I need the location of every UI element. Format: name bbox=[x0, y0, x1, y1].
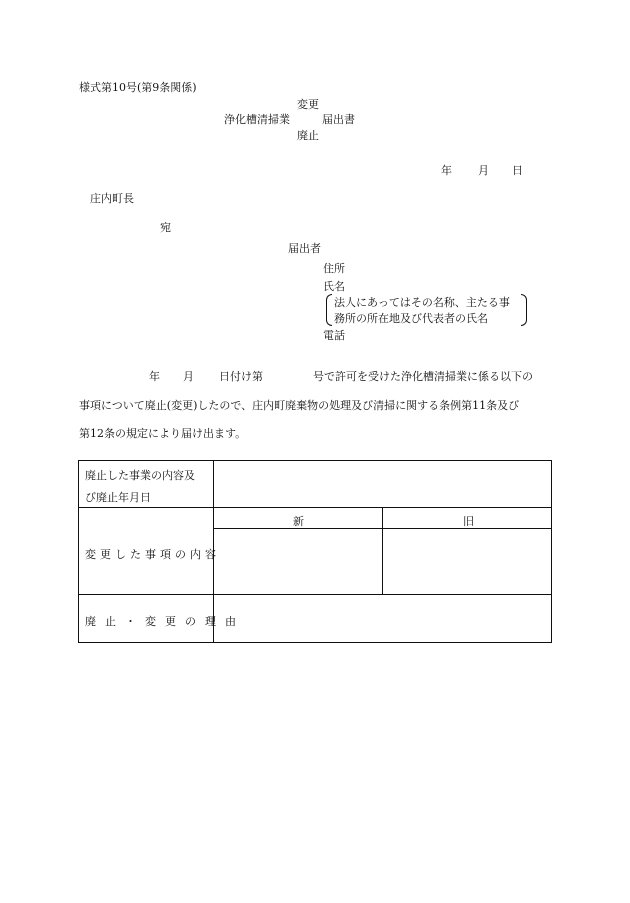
body-year: 年 bbox=[149, 370, 160, 383]
title-suffix: 届出書 bbox=[322, 113, 355, 126]
date-year: 年 bbox=[441, 164, 452, 177]
body-month: 月 bbox=[183, 370, 194, 383]
body-line2: 事項について廃止(変更)したので、庄内町廃棄物の処理及び清掃に関する条例第11条及び bbox=[79, 399, 520, 412]
body-day-no: 日付け第 bbox=[219, 370, 263, 383]
form-label: 様式第10号(第9条関係) bbox=[79, 81, 197, 94]
addressee: 庄内町長 bbox=[90, 192, 134, 205]
address-label: 住所 bbox=[323, 262, 345, 275]
row3-label: 廃止・変更の理由 bbox=[85, 615, 245, 628]
new-value-cell[interactable] bbox=[214, 529, 382, 594]
body-line1-rest: 号で許可を受けた浄化槽清掃業に係る以下の bbox=[313, 370, 533, 383]
row2-label: 変更した事項の内容 bbox=[85, 548, 220, 561]
col-new-header: 新 bbox=[293, 515, 304, 528]
row1-label-line1: 廃止した事業の内容及 bbox=[85, 469, 195, 482]
reason-value-cell[interactable] bbox=[214, 595, 551, 642]
note-bracket-left bbox=[326, 294, 332, 326]
applicant-heading: 届出者 bbox=[288, 242, 321, 255]
title-option-abolish: 廃止 bbox=[297, 129, 319, 142]
date-month: 月 bbox=[478, 164, 489, 177]
col-old-header: 旧 bbox=[463, 515, 474, 528]
phone-label: 電話 bbox=[323, 329, 345, 342]
body-line3: 第12条の規定により届け出ます。 bbox=[79, 427, 247, 440]
row1-value-cell[interactable] bbox=[214, 461, 551, 507]
date-day: 日 bbox=[512, 164, 523, 177]
old-value-cell[interactable] bbox=[383, 529, 551, 594]
row1-label-line2: び廃止年月日 bbox=[85, 491, 151, 504]
note-bracket-right bbox=[521, 294, 527, 326]
corp-note-line1: 法人にあってはその名称、主たる事 bbox=[334, 296, 510, 309]
corp-note-line2: 務所の所在地及び代表者の氏名 bbox=[334, 312, 488, 325]
atena: 宛 bbox=[160, 221, 171, 234]
title-main: 浄化槽清掃業 bbox=[224, 113, 290, 126]
title-option-change: 変更 bbox=[297, 98, 319, 111]
name-label: 氏名 bbox=[323, 280, 345, 293]
